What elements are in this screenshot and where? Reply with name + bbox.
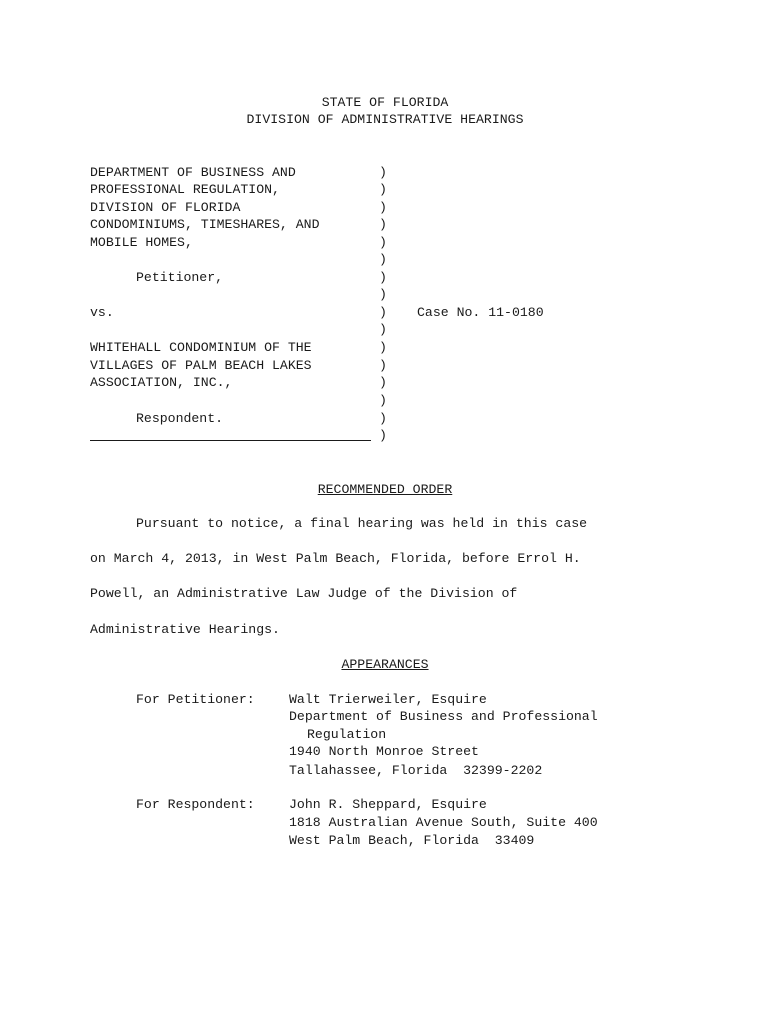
- caption-paren: ): [379, 217, 387, 232]
- petitioner-name-line: MOBILE HOMES,: [90, 235, 193, 250]
- caption-paren: ): [379, 305, 387, 320]
- case-number: Case No. 11-0180: [417, 305, 544, 320]
- caption-paren: ): [379, 235, 387, 250]
- petitioner-name-line: DEPARTMENT OF BUSINESS AND: [90, 165, 296, 180]
- caption-paren: ): [379, 393, 387, 408]
- petitioner-name-line: PROFESSIONAL REGULATION,: [90, 182, 280, 197]
- petitioner-counsel-line: Regulation: [307, 727, 387, 742]
- order-title: RECOMMENDED ORDER: [317, 482, 453, 497]
- caption-paren: ): [379, 411, 387, 426]
- caption-paren: ): [379, 375, 387, 390]
- state-heading: STATE OF FLORIDA: [321, 95, 449, 110]
- caption-paren: ): [379, 200, 387, 215]
- petitioner-counsel-line: Walt Trierweiler, Esquire: [289, 692, 487, 707]
- petitioner-name-line: CONDOMINIUMS, TIMESHARES, AND: [90, 217, 320, 232]
- respondent-counsel-line: 1818 Australian Avenue South, Suite 400: [289, 815, 598, 830]
- order-body-line: Pursuant to notice, a final hearing was held in this case: [136, 516, 588, 531]
- caption-paren: ): [379, 270, 387, 285]
- caption-paren: ): [379, 182, 387, 197]
- petitioner-counsel-label: For Petitioner:: [136, 692, 255, 707]
- respondent-counsel-line: John R. Sheppard, Esquire: [289, 797, 487, 812]
- petitioner-counsel-line: Tallahassee, Florida 32399-2202: [289, 763, 543, 778]
- respondent-name-line: WHITEHALL CONDOMINIUM OF THE: [90, 340, 312, 355]
- petitioner-counsel-line: 1940 North Monroe Street: [289, 744, 479, 759]
- order-body-line: Powell, an Administrative Law Judge of the Division of: [90, 586, 518, 601]
- petitioner-name-line: DIVISION OF FLORIDA: [90, 200, 241, 215]
- caption-paren: ): [379, 428, 387, 443]
- caption-paren: ): [379, 340, 387, 355]
- caption-paren: ): [379, 322, 387, 337]
- order-body-line: Administrative Hearings.: [90, 622, 280, 637]
- order-body-line: on March 4, 2013, in West Palm Beach, Florida, before Errol H.: [90, 551, 581, 566]
- caption-rule: [90, 440, 371, 441]
- respondent-role: Respondent.: [136, 411, 224, 426]
- respondent-counsel-line: West Palm Beach, Florida 33409: [289, 833, 535, 848]
- caption-paren: ): [379, 287, 387, 302]
- division-heading: DIVISION OF ADMINISTRATIVE HEARINGS: [246, 112, 524, 127]
- caption-paren: ): [379, 252, 387, 267]
- versus-label: vs.: [90, 305, 114, 320]
- respondent-name-line: ASSOCIATION, INC.,: [90, 375, 233, 390]
- respondent-name-line: VILLAGES OF PALM BEACH LAKES: [90, 358, 312, 373]
- petitioner-counsel-line: Department of Business and Professional: [289, 709, 598, 724]
- respondent-counsel-label: For Respondent:: [136, 797, 255, 812]
- caption-paren: ): [379, 165, 387, 180]
- petitioner-role: Petitioner,: [136, 270, 224, 285]
- caption-paren: ): [379, 358, 387, 373]
- appearances-title: APPEARANCES: [341, 657, 429, 672]
